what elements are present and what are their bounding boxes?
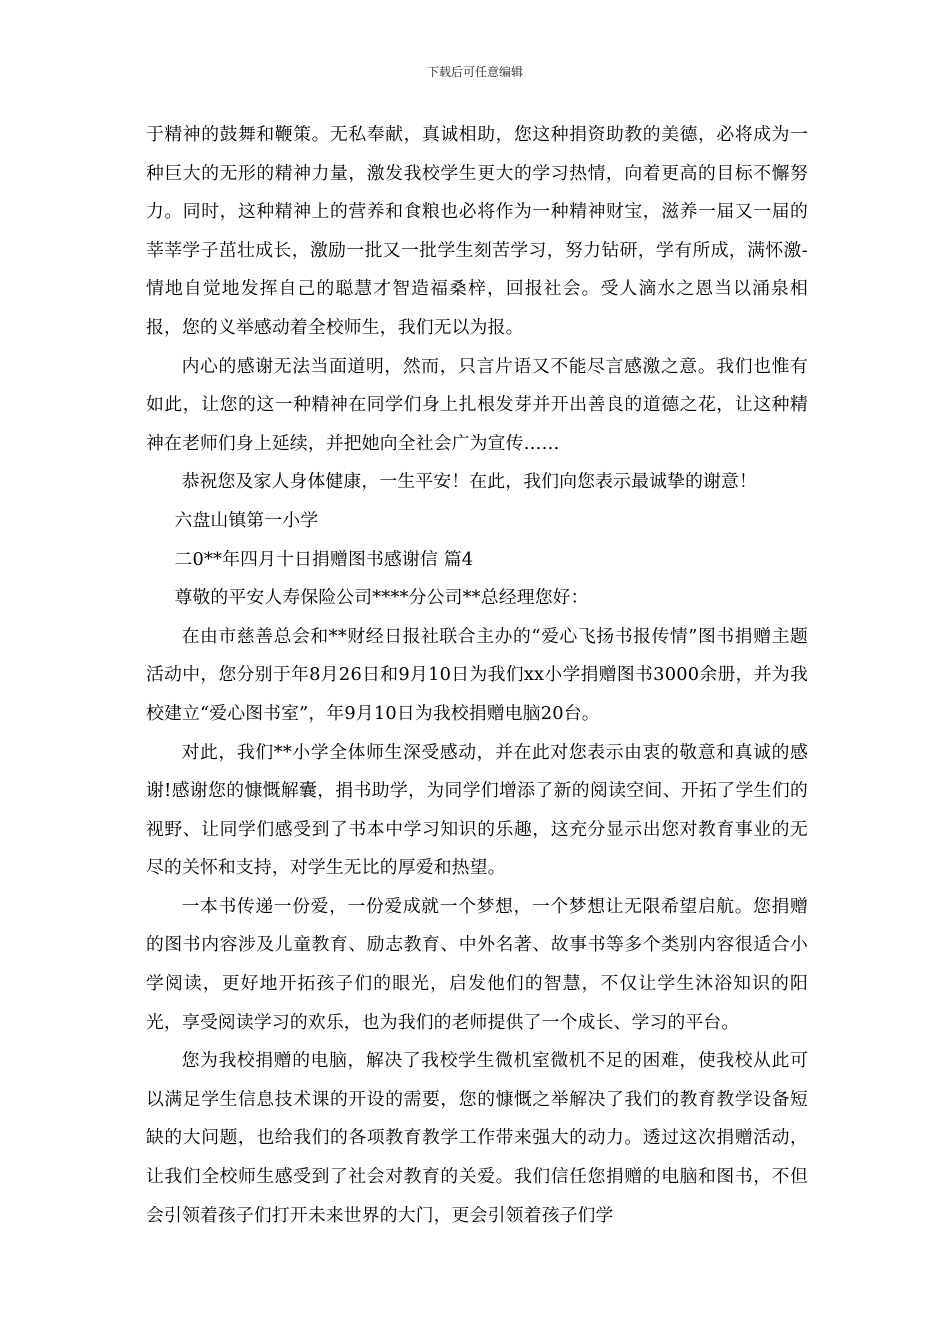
signature-school: 六盘山镇第一小学	[174, 509, 319, 531]
paragraph-wishes: 恭祝您及家人身体健康，一生平安！在此，我们向您表示最诚挚的谢意！	[181, 471, 757, 493]
document-body	[146, 116, 808, 1235]
paragraph-computers: 您为我校捐赠的电脑，解决了我校学生微机室微机不足的困难，使我校从此可以满足学生信息技术课的开设的需要，您的慷慨之举解决了我们的教育教学设备短缺的大问题，也给我们的各项教育教学工作带来强大的动力。透过这次捐赠活动，让我们全校师生感受到了社会对教育的关爱。我们信任您捐赠的电脑和图书，不但会引领着孩子们打开未来世界的大门，更会引领着孩子们学	[146, 1050, 808, 1226]
paragraph-gratitude: 内心的感谢无法当面道明，然而，只言片语又不能尽言感激之意。我们也惟有如此，让您的这一种精神在同学们身上扎根发芽并开出善良的道德之花，让这种精神在老师们身上延续，并把她向全社会广为宣传……	[146, 355, 808, 454]
section-title: 二0**年四月十日捐赠图书感谢信 篇4	[174, 548, 474, 570]
paragraph-event: 在由市慈善总会和**财经日报社联合主办的“爱心飞扬书报传情”图书捐赠主题活动中，您分别于年8月26日和9月10日为我们xx小学捐赠图书3000余册，并为我校建立“爱心图书室”，年9月10日为我校捐赠电脑20台。	[146, 625, 808, 724]
paragraph-continuation: 于精神的鼓舞和鞭策。无私奉献，真诚相助，您这种捐资助教的美德，必将成为一种巨大的无形的精神力量，激发我校学生更大的学习热情，向着更高的目标不懈努力。同时，这种精神上的营养和食粮也必将作为一种精神财宝，滋养一届又一届的莘莘学子茁壮成长，激励一批又一批学生刻苦学习，努力钻研，学有所成，满怀激-情地自觉地发挥自己的聪慧才智造福桑梓，回报社会。受人滴水之恩当以涌泉相报，您的义举感动着全校师生，我们无以为报。	[146, 124, 808, 338]
salutation: 尊敬的平安人寿保险公司****分公司**总经理您好：	[174, 587, 589, 609]
page-header: 下载后可任意编辑	[426, 65, 523, 79]
paragraph-thanks: 对此，我们**小学全体师生深受感动，并在此对您表示由衷的敬意和真诚的感谢!感谢您的慷慨解囊，捐书助学，为同学们增添了新的阅读空间、开拓了学生们的视野、让同学们感受到了书本中学习知识的乐趣，这充分显示出您对教育事业的无尽的关怀和支持，对学生无比的厚爱和热望。	[146, 741, 808, 879]
paragraph-books: 一本书传递一份爱，一份爱成就一个梦想，一个梦想让无限希望启航。您捐赠的图书内容涉及儿童教育、励志教育、中外名著、故事书等多个类别内容很适合小学阅读，更好地开拓孩子们的眼光，启发他们的智慧，不仅让学生沐浴知识的阳光，享受阅读学习的欢乐，也为我们的老师提供了一个成长、学习的平台。	[146, 895, 808, 1033]
